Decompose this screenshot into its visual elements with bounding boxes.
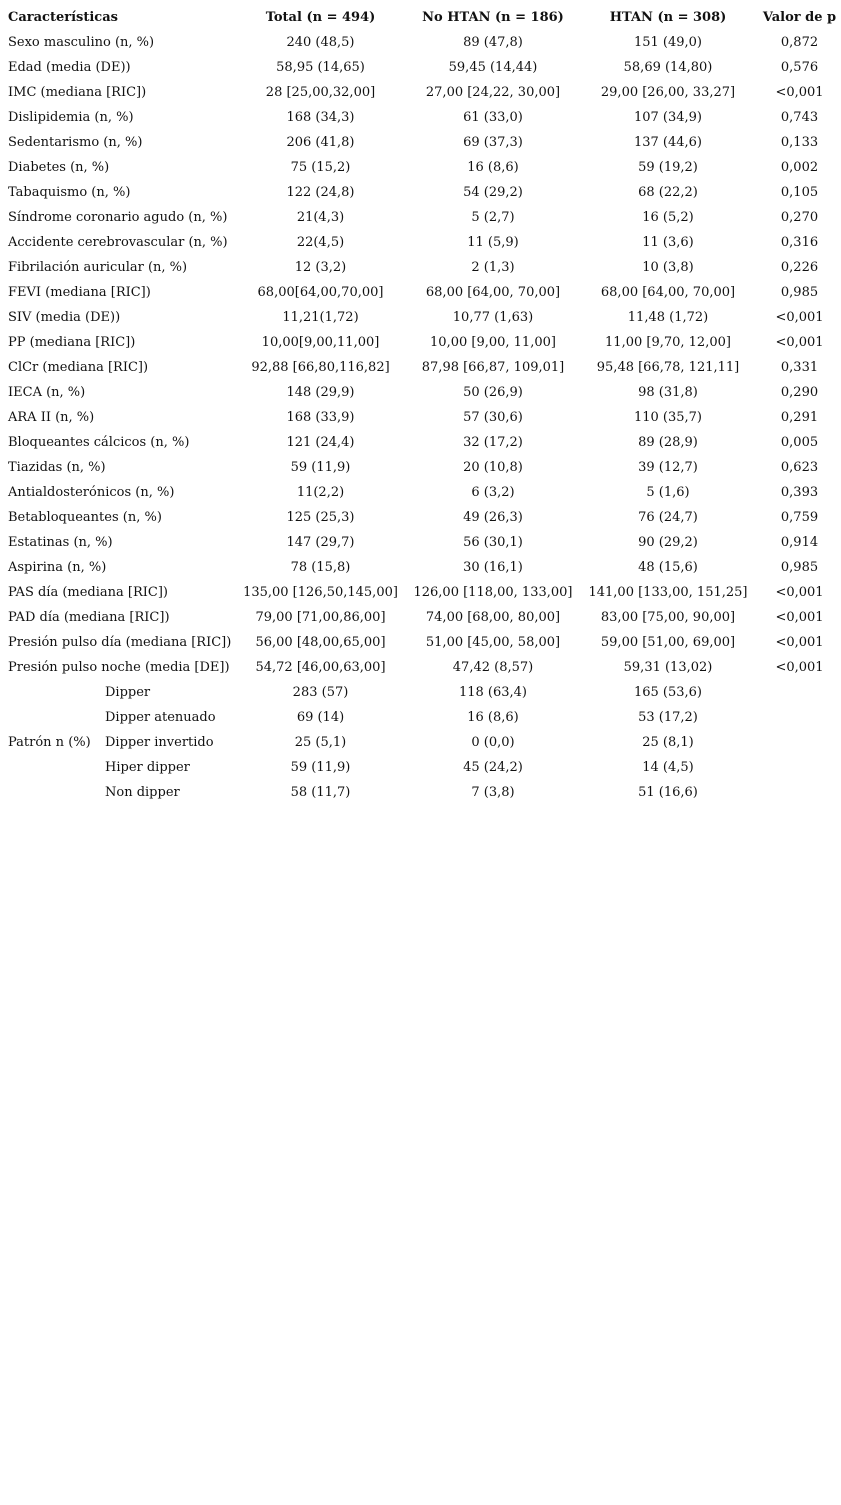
cell-total: 92,88 [66,80,116,82] — [251, 360, 390, 375]
cell-no-htan: 54 (29,2) — [463, 185, 523, 200]
table-row — [0, 505, 841, 530]
cell-p-value: 0,743 — [780, 110, 819, 125]
cell-total: 25 (5,1) — [294, 735, 347, 750]
cell-no-htan: 61 (33,0) — [463, 110, 523, 125]
cell-total: 11(2,2) — [296, 485, 345, 500]
row-label: Aspirina (n, %) — [8, 560, 107, 575]
cell-p-value: 0,623 — [780, 460, 819, 475]
table-row — [0, 255, 841, 280]
cell-htan: 11,48 (1,72) — [627, 310, 709, 325]
cell-no-htan: 74,00 [68,00, 80,00] — [425, 610, 561, 625]
cell-p-value: 0,985 — [780, 560, 819, 575]
cell-no-htan: 11 (5,9) — [467, 235, 519, 250]
cell-total: 69 (14) — [296, 710, 345, 725]
row-label: Dislipidemia (n, %) — [8, 110, 134, 125]
cell-p-value: 0,290 — [780, 385, 819, 400]
cell-p-value: <0,001 — [775, 660, 824, 675]
cell-no-htan: 50 (26,9) — [463, 385, 523, 400]
table-row — [0, 330, 841, 355]
pattern-row — [0, 680, 841, 705]
row-label: Tiazidas (n, %) — [8, 460, 106, 475]
table-body — [0, 30, 841, 805]
row-label: Síndrome coronario agudo (n, %) — [8, 210, 228, 225]
cell-total: 283 (57) — [292, 685, 349, 700]
row-label: Presión pulso noche (media [DE]) — [8, 660, 230, 675]
cell-total: 168 (33,9) — [286, 410, 355, 425]
cell-no-htan: 7 (3,8) — [471, 785, 515, 800]
cell-htan: 39 (12,7) — [638, 460, 698, 475]
table-row — [0, 480, 841, 505]
cell-htan: 11,00 [9,70, 12,00] — [605, 335, 731, 350]
cell-htan: 14 (4,5) — [642, 760, 694, 775]
cell-htan: 107 (34,9) — [633, 110, 703, 125]
cell-no-htan: 2 (1,3) — [471, 260, 515, 275]
row-label: Bloqueantes cálcicos (n, %) — [8, 435, 190, 450]
cell-p-value: 0,226 — [780, 260, 819, 275]
header-p-value: Valor de p — [762, 10, 837, 25]
cell-total: 59 (11,9) — [290, 760, 351, 775]
cell-htan: 89 (28,9) — [638, 435, 698, 450]
cell-htan: 110 (35,7) — [633, 410, 703, 425]
cell-p-value — [758, 730, 841, 755]
cell-p-value: 0,316 — [780, 235, 819, 250]
cell-p-value: <0,001 — [775, 585, 824, 600]
cell-total: 28 [25,00,32,00] — [265, 85, 376, 100]
pattern-label-cell — [0, 680, 233, 705]
pattern-item-label: Non dipper — [105, 785, 180, 800]
cell-no-htan: 5 (2,7) — [471, 210, 515, 225]
table-row — [0, 430, 841, 455]
cell-total: 11,21(1,72) — [282, 310, 359, 325]
table-row — [0, 230, 841, 255]
cell-htan: 90 (29,2) — [638, 535, 698, 550]
row-label: IECA (n, %) — [8, 385, 86, 400]
row-label: Accidente cerebrovascular (n, %) — [8, 235, 228, 250]
cell-p-value: 0,872 — [780, 35, 819, 50]
cell-total: 59 (11,9) — [290, 460, 351, 475]
cell-no-htan: 20 (10,8) — [463, 460, 523, 475]
cell-htan: 16 (5,2) — [642, 210, 694, 225]
cell-htan: 53 (17,2) — [638, 710, 698, 725]
table-row — [0, 55, 841, 80]
pattern-label-cell — [0, 755, 233, 780]
pattern-item-label: Dipper invertido — [105, 735, 214, 750]
cell-total: 68,00[64,00,70,00] — [257, 285, 384, 300]
cell-p-value: 0,576 — [780, 60, 819, 75]
pattern-row — [0, 755, 841, 780]
cell-total: 56,00 [48,00,65,00] — [255, 635, 386, 650]
cell-htan: 151 (49,0) — [633, 35, 703, 50]
cell-htan: 76 (24,7) — [638, 510, 698, 525]
cell-htan: 165 (53,6) — [633, 685, 703, 700]
cell-htan: 137 (44,6) — [633, 135, 703, 150]
cell-htan: 141,00 [133,00, 151,25] — [588, 585, 748, 600]
pattern-row — [0, 730, 841, 755]
cell-p-value: <0,001 — [775, 335, 824, 350]
cell-p-value: <0,001 — [775, 635, 824, 650]
cell-total: 79,00 [71,00,86,00] — [255, 610, 386, 625]
header-no-htan: No HTAN (n = 186) — [422, 10, 564, 25]
cell-total: 148 (29,9) — [286, 385, 355, 400]
cell-no-htan: 16 (8,6) — [467, 710, 519, 725]
characteristics-table — [0, 5, 841, 805]
cell-no-htan: 0 (0,0) — [471, 735, 515, 750]
table-row — [0, 655, 841, 680]
cell-total: 135,00 [126,50,145,00] — [243, 585, 398, 600]
cell-htan: 58,69 (14,80) — [623, 60, 713, 75]
cell-total: 125 (25,3) — [286, 510, 355, 525]
cell-no-htan: 16 (8,6) — [467, 160, 519, 175]
pattern-label-cell — [0, 705, 233, 730]
cell-p-value: 0,985 — [780, 285, 819, 300]
table-row — [0, 155, 841, 180]
cell-p-value — [758, 755, 841, 780]
header-total: Total (n = 494) — [265, 10, 376, 25]
cell-no-htan: 51,00 [45,00, 58,00] — [425, 635, 561, 650]
cell-htan: 25 (8,1) — [642, 735, 694, 750]
row-label: Presión pulso día (mediana [RIC]) — [8, 635, 232, 650]
cell-no-htan: 87,98 [66,87, 109,01] — [421, 360, 565, 375]
cell-htan: 59,31 (13,02) — [623, 660, 713, 675]
cell-p-value: 0,914 — [780, 535, 819, 550]
pattern-item-label: Dipper — [105, 685, 151, 700]
cell-no-htan: 56 (30,1) — [463, 535, 523, 550]
cell-p-value: 0,002 — [780, 160, 819, 175]
row-label: Edad (media (DE)) — [8, 60, 131, 75]
row-label: PAD día (mediana [RIC]) — [8, 610, 170, 625]
cell-p-value: 0,005 — [780, 435, 819, 450]
table-row — [0, 305, 841, 330]
cell-no-htan: 68,00 [64,00, 70,00] — [425, 285, 561, 300]
table-row — [0, 630, 841, 655]
cell-no-htan: 6 (3,2) — [471, 485, 515, 500]
cell-total: 21(4,3) — [296, 210, 345, 225]
cell-no-htan: 118 (63,4) — [458, 685, 528, 700]
cell-no-htan: 30 (16,1) — [463, 560, 523, 575]
cell-no-htan: 27,00 [24,22, 30,00] — [425, 85, 561, 100]
cell-total: 168 (34,3) — [286, 110, 355, 125]
cell-no-htan: 10,77 (1,63) — [452, 310, 534, 325]
table-row — [0, 405, 841, 430]
row-label: Tabaquismo (n, %) — [8, 185, 131, 200]
cell-no-htan: 10,00 [9,00, 11,00] — [430, 335, 556, 350]
table-row — [0, 605, 841, 630]
cell-p-value — [758, 705, 841, 730]
row-label: Betabloqueantes (n, %) — [8, 510, 162, 525]
cell-p-value — [758, 680, 841, 705]
cell-total: 10,00[9,00,11,00] — [261, 335, 380, 350]
row-label: Estatinas (n, %) — [8, 535, 113, 550]
cell-htan: 11 (3,6) — [642, 235, 694, 250]
cell-no-htan: 45 (24,2) — [463, 760, 523, 775]
cell-total: 121 (24,4) — [286, 435, 355, 450]
table-header — [0, 5, 841, 30]
row-label: Sexo masculino (n, %) — [8, 35, 155, 50]
cell-p-value — [758, 780, 841, 805]
cell-total: 75 (15,2) — [290, 160, 351, 175]
cell-total: 12 (3,2) — [294, 260, 347, 275]
cell-no-htan: 69 (37,3) — [463, 135, 523, 150]
cell-p-value: 0,133 — [780, 135, 819, 150]
cell-p-value: 0,331 — [780, 360, 819, 375]
pattern-label-cell — [0, 780, 233, 805]
header-characteristics: Características — [8, 10, 118, 25]
pattern-row — [0, 705, 841, 730]
cell-htan: 59,00 [51,00, 69,00] — [600, 635, 736, 650]
cell-total: 78 (15,8) — [290, 560, 351, 575]
row-label: ClCr (mediana [RIC]) — [8, 360, 149, 375]
header-row — [0, 5, 841, 30]
cell-total: 206 (41,8) — [286, 135, 355, 150]
cell-total: 122 (24,8) — [286, 185, 355, 200]
pattern-item-label: Hiper dipper — [105, 760, 190, 775]
table-row — [0, 205, 841, 230]
cell-p-value: 0,105 — [780, 185, 819, 200]
table-row — [0, 355, 841, 380]
row-label: IMC (mediana [RIC]) — [8, 85, 147, 100]
cell-htan: 68,00 [64,00, 70,00] — [600, 285, 736, 300]
row-label: Diabetes (n, %) — [8, 160, 110, 175]
cell-htan: 59 (19,2) — [638, 160, 698, 175]
cell-p-value: <0,001 — [775, 610, 824, 625]
table-row — [0, 80, 841, 105]
cell-p-value: <0,001 — [775, 310, 824, 325]
cell-p-value: 0,759 — [780, 510, 819, 525]
cell-total: 58 (11,7) — [290, 785, 351, 800]
characteristics-table-container — [0, 5, 841, 805]
row-label: PP (mediana [RIC]) — [8, 335, 136, 350]
cell-no-htan: 59,45 (14,44) — [448, 60, 538, 75]
row-label: Sedentarismo (n, %) — [8, 135, 143, 150]
cell-htan: 5 (1,6) — [646, 485, 690, 500]
row-label: Fibrilación auricular (n, %) — [8, 260, 188, 275]
pattern-item-label: Dipper atenuado — [105, 710, 216, 725]
table-row — [0, 105, 841, 130]
cell-no-htan: 49 (26,3) — [463, 510, 523, 525]
row-label: ARA II (n, %) — [8, 410, 95, 425]
cell-htan: 48 (15,6) — [638, 560, 698, 575]
table-row — [0, 580, 841, 605]
cell-total: 54,72 [46,00,63,00] — [255, 660, 386, 675]
cell-total: 240 (48,5) — [286, 35, 355, 50]
cell-no-htan: 57 (30,6) — [463, 410, 523, 425]
cell-htan: 95,48 [66,78, 121,11] — [596, 360, 740, 375]
table-row — [0, 380, 841, 405]
pattern-row — [0, 780, 841, 805]
cell-total: 58,95 (14,65) — [276, 60, 365, 75]
table-row — [0, 555, 841, 580]
cell-htan: 10 (3,8) — [642, 260, 694, 275]
header-htan: HTAN (n = 308) — [609, 10, 727, 25]
cell-no-htan: 89 (47,8) — [463, 35, 523, 50]
cell-htan: 98 (31,8) — [638, 385, 698, 400]
table-row — [0, 180, 841, 205]
cell-total: 22(4,5) — [296, 235, 345, 250]
cell-htan: 51 (16,6) — [638, 785, 698, 800]
cell-p-value: <0,001 — [775, 85, 824, 100]
cell-htan: 29,00 [26,00, 33,27] — [600, 85, 736, 100]
table-row — [0, 530, 841, 555]
pattern-group-label: Patrón n (%) — [8, 735, 91, 750]
table-row — [0, 130, 841, 155]
table-row — [0, 30, 841, 55]
cell-no-htan: 47,42 (8,57) — [452, 660, 534, 675]
cell-htan: 68 (22,2) — [638, 185, 698, 200]
table-row — [0, 280, 841, 305]
row-label: Antialdosterónicos (n, %) — [8, 485, 175, 500]
cell-p-value: 0,270 — [780, 210, 819, 225]
table-row — [0, 455, 841, 480]
pattern-label-cell — [0, 730, 233, 755]
cell-p-value: 0,393 — [780, 485, 819, 500]
cell-total: 147 (29,7) — [286, 535, 355, 550]
cell-no-htan: 32 (17,2) — [463, 435, 523, 450]
cell-htan: 83,00 [75,00, 90,00] — [600, 610, 736, 625]
cell-p-value: 0,291 — [780, 410, 819, 425]
row-label: SIV (media (DE)) — [8, 310, 121, 325]
cell-no-htan: 126,00 [118,00, 133,00] — [413, 585, 573, 600]
row-label: FEVI (mediana [RIC]) — [8, 285, 151, 300]
row-label: PAS día (mediana [RIC]) — [8, 585, 169, 600]
